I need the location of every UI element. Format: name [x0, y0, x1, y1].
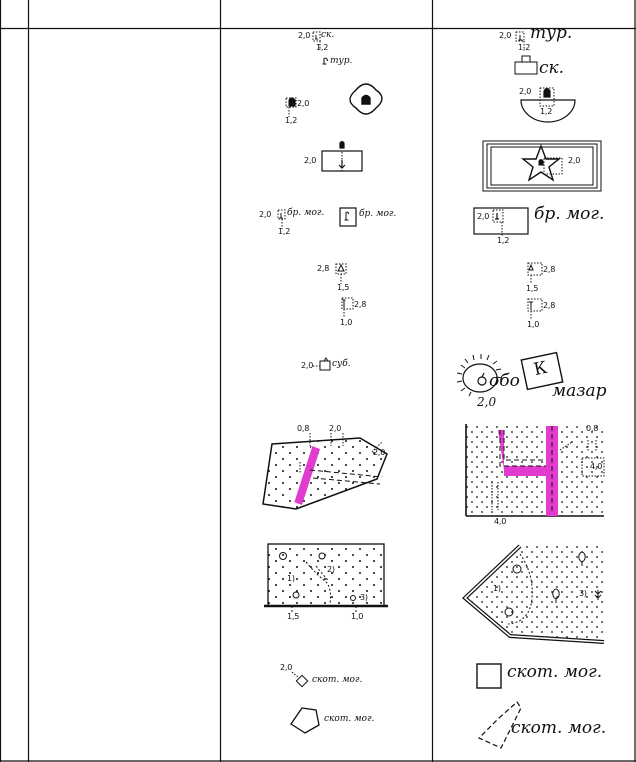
dim-label: 1,2: [540, 107, 553, 116]
br-mog-label: бр. мог.: [287, 208, 325, 218]
dim-label: 1,5: [526, 284, 539, 293]
cemetery-area-symbol-left: [263, 433, 387, 509]
dim-label: 2,0: [499, 31, 512, 40]
number-label: 1): [287, 574, 295, 583]
dim-label: 2,8: [543, 265, 556, 274]
dim-label: 2,8: [543, 301, 556, 310]
dim-label: 2,0: [297, 99, 310, 108]
dim-label: 2,0: [280, 663, 293, 672]
cemetery-no-fence-symbol-left: [264, 544, 388, 614]
dim-label: 1,2: [497, 236, 510, 245]
dim-label: 2,8: [354, 300, 367, 309]
dim-label: 0,8: [586, 424, 599, 433]
obo-label: обо: [489, 371, 520, 391]
tur-label: тур.: [330, 56, 353, 66]
dim-label: 2,0: [301, 361, 314, 370]
dim-label: 1,0: [527, 320, 540, 329]
dim-label: 1,2: [518, 43, 531, 52]
number-label: 1): [493, 584, 501, 593]
sk-label: ск.: [539, 58, 565, 78]
dim-label: 1,2: [316, 43, 329, 52]
skot-mog-label: скот. мог.: [324, 714, 375, 724]
br-mog-label: бр. мог.: [534, 204, 605, 224]
dim-label: 1,2: [285, 116, 298, 125]
sub-label: суб.: [332, 359, 351, 369]
suburgan-symbol-left: [313, 358, 330, 370]
dim-label: 2,0: [298, 31, 311, 40]
dim-label: 2,8: [317, 264, 330, 273]
quatrefoil-symbol: [350, 84, 382, 114]
br-mog-label: бр. мог.: [359, 209, 397, 219]
dim-label: 1,5: [287, 612, 300, 621]
dim-label: 4,0: [590, 462, 603, 471]
number-label: 3): [360, 593, 368, 602]
star-frame-symbol: [483, 141, 601, 191]
k-label: К: [531, 357, 550, 381]
dim-label: 2,0: [519, 87, 532, 96]
dim-label: 1,0: [340, 318, 353, 327]
dim-label: 2,0: [373, 448, 386, 457]
mazar-label: мазар: [552, 381, 607, 401]
dim-label: 1,0: [351, 612, 364, 621]
dim-label: 2,0: [477, 212, 490, 221]
tur-label: тур.: [530, 23, 573, 43]
number-label: 2): [327, 565, 335, 574]
dim-label: 0,8: [297, 424, 310, 433]
dim-label: 4,0: [494, 517, 507, 526]
dim-label: 2,0: [477, 395, 497, 409]
monument-symbol-left: [322, 142, 362, 172]
skot-mog-label: скот. мог.: [507, 662, 603, 682]
dim-label: 2,0: [304, 156, 317, 165]
number-label: 3): [579, 589, 587, 598]
sk-label: ск.: [321, 30, 335, 40]
cemetery-area-symbol-right: [466, 424, 604, 516]
dim-label: 1,2: [278, 227, 291, 236]
dim-label: 1,5: [337, 283, 350, 292]
skot-mog-label: скот. мог.: [312, 675, 363, 685]
dim-label: 2,0: [259, 210, 272, 219]
stupa-symbol-left: [286, 98, 296, 117]
dim-label: 2,0: [329, 424, 342, 433]
skot-mog-label: скот. мог.: [511, 718, 607, 738]
dim-label: 2,0: [568, 156, 581, 165]
